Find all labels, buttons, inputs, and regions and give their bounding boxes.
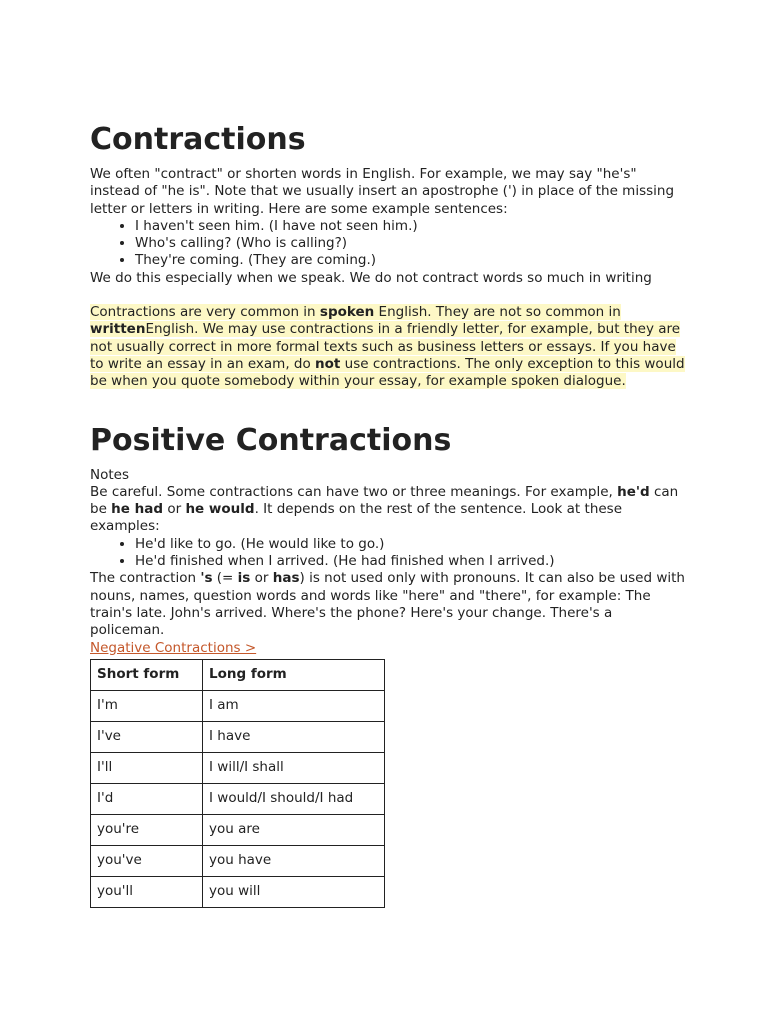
careful-paragraph (90, 484, 690, 536)
table-cell: I would/I should/I had (203, 783, 385, 814)
spacer (90, 287, 690, 304)
section-title: Positive Contractions (90, 422, 452, 458)
table-row (91, 690, 385, 721)
bold-text: he had (111, 501, 164, 518)
example-list (90, 218, 690, 270)
document-page (90, 118, 690, 908)
contractions-table (90, 659, 385, 908)
table-cell: I will/I shall (203, 752, 385, 783)
intro-paragraph: We often "contract" or shorten words in English. For example, we may say "he's" instead of "he is". Note that we usually insert an apostrophe (') in place of the missing letter or letters in writing. Here are some example sentences: (90, 166, 675, 217)
paragraph-text: or (250, 570, 273, 587)
highlight-bold: not (315, 355, 341, 372)
paragraph-text: Be careful. Some contractions can have two or three meanings. For example, (90, 483, 618, 500)
paragraph-text: (= (212, 570, 238, 587)
table-cell: you will (203, 876, 385, 907)
table-header-cell: Long form (203, 659, 385, 690)
table-cell: you are (203, 814, 385, 845)
paragraph-text: can be (90, 483, 679, 518)
highlighted-paragraph (90, 304, 690, 390)
highlight-text: English. We may use contractions in a friendly letter, for example, but they are not usually correct in more formal texts such as business letters or essays. If you have to write an essay in an exam, do (90, 321, 681, 372)
list-item: • Who's calling? (Who is calling?) (135, 235, 690, 252)
highlight-bold: written (90, 321, 146, 338)
list-item: • He'd like to go. (He would like to go.) (135, 536, 690, 553)
table-cell: you're (91, 814, 203, 845)
table-row (91, 721, 385, 752)
table-header-cell: Short form (91, 659, 203, 690)
paragraph-text: The contraction (90, 570, 201, 587)
list-item: • He'd finished when I arrived. (He had finished when I arrived.) (135, 553, 690, 570)
paragraph-text: or (163, 501, 186, 518)
speech-paragraph: We do this especially when we speak. We do not contract words so much in writing (90, 269, 652, 286)
link-paragraph (90, 640, 690, 657)
highlight-text: English. They are not so common in (374, 304, 621, 321)
s-contraction-paragraph (90, 570, 690, 639)
list-item: • I haven't seen him. (I have not seen him.) (135, 218, 690, 235)
bold-text: he'd (617, 483, 650, 500)
table-cell: you've (91, 845, 203, 876)
table-cell: I have (203, 721, 385, 752)
table-row (91, 814, 385, 845)
highlight-bold: spoken (319, 304, 375, 321)
table-cell: I'm (91, 690, 203, 721)
table-cell: I've (91, 721, 203, 752)
table-row (91, 783, 385, 814)
highlight-text: Contractions are very common in (90, 304, 320, 321)
table-row (91, 876, 385, 907)
table-row (91, 845, 385, 876)
example-list (90, 536, 690, 571)
table-cell: I'll (91, 752, 203, 783)
bold-text: has (272, 570, 300, 587)
highlight-text: use contractions. The only exception to this would be when you quote somebody within your essay, for example spoken dialogue. (90, 355, 685, 390)
paragraph-text: . It depends on the rest of the sentence. Look at these examples: (90, 501, 623, 535)
bold-text: 's (200, 570, 213, 587)
table-cell: you have (203, 845, 385, 876)
list-item: • They're coming. (They are coming.) (135, 252, 690, 269)
negative-contractions-link[interactable]: Negative Contractions > (90, 639, 257, 656)
page-title: Contractions (90, 122, 306, 157)
table-cell: you'll (91, 876, 203, 907)
table-header-row (91, 659, 385, 690)
paragraph-text: ) is not used only with pronouns. It can also be used with nouns, names, question words and words like "here" and "there", for example: The train's late. John's arrived. Where's the phone? Here's your change. There's a policeman. (90, 570, 685, 639)
table-cell: I am (203, 690, 385, 721)
notes-label: Notes (90, 466, 129, 483)
table-row (91, 752, 385, 783)
table-cell: I'd (91, 783, 203, 814)
bold-text: he would (185, 501, 255, 518)
bold-text: is (237, 570, 251, 587)
